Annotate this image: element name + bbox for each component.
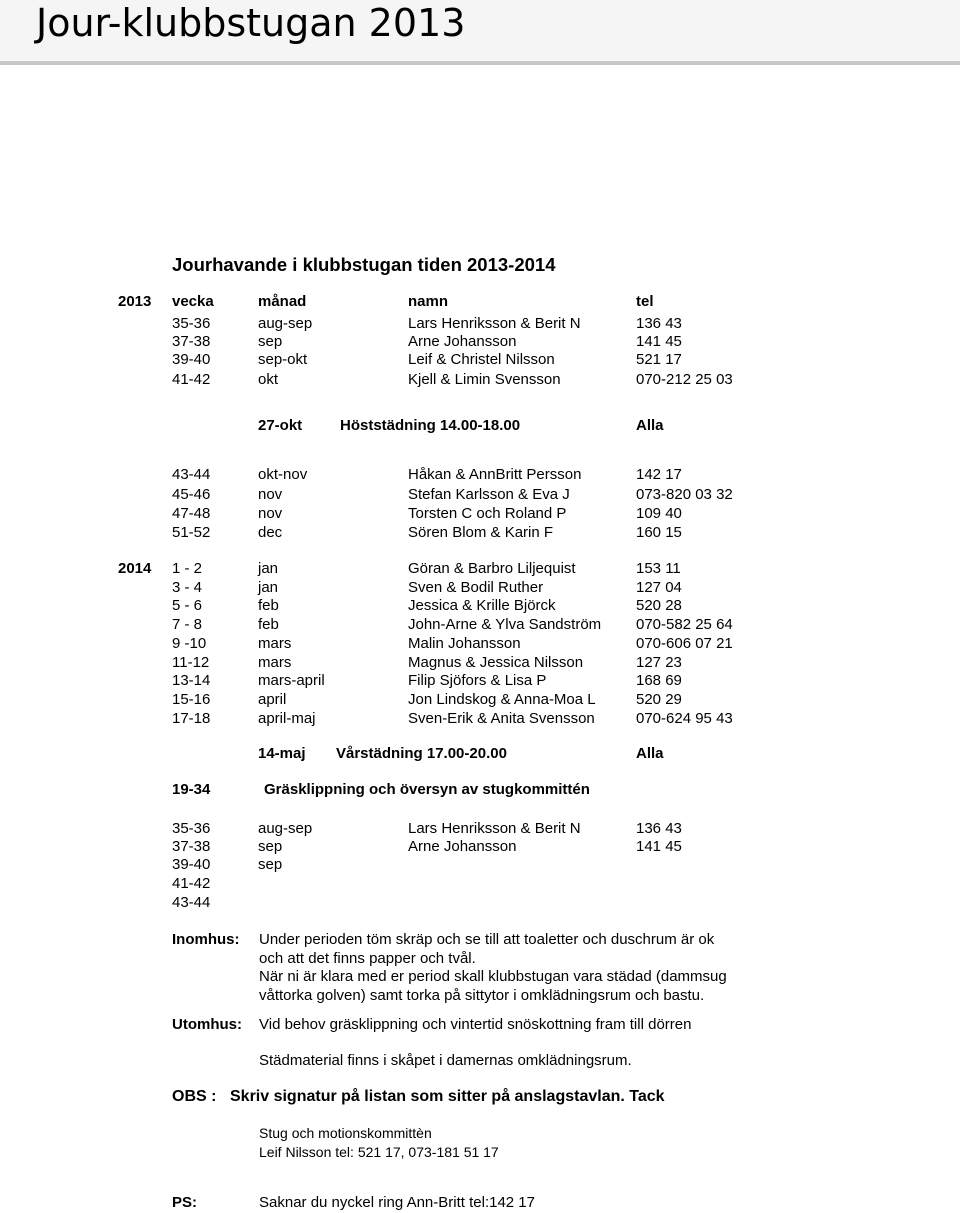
schedule-heading: Jourhavande i klubbstugan tiden 2013-2014 — [172, 254, 556, 275]
cell-vecka: 13-14 — [172, 672, 211, 689]
cell-vecka: 39-40 — [172, 351, 211, 368]
cell-manad: nov — [258, 505, 283, 522]
cell-vecka: 45-46 — [172, 486, 211, 503]
inomhus-label: Inomhus: — [172, 931, 240, 948]
cell-tel: 521 17 — [636, 351, 682, 368]
cell-tel: 142 17 — [636, 466, 682, 483]
cell-tel: 520 29 — [636, 691, 682, 708]
summer-text: Gräsklippning och översyn av stugkommittén — [264, 781, 590, 798]
year-2013-label: 2013 — [118, 293, 152, 310]
cell-vecka: 51-52 — [172, 524, 211, 541]
cell-namn: Jessica & Krille Björck — [408, 597, 556, 614]
cell-vecka: 9 -10 — [172, 635, 207, 652]
ps-label: PS: — [172, 1194, 198, 1211]
cell-vecka: 43-44 — [172, 894, 211, 911]
column-header-vecka: vecka — [172, 293, 214, 310]
event-text: Höststädning 14.00-18.00 — [340, 417, 521, 434]
column-header-manad: månad — [258, 293, 307, 310]
cell-vecka: 37-38 — [172, 333, 211, 350]
cell-vecka: 41-42 — [172, 371, 211, 388]
inomhus-line: Under perioden töm skräp och se till att toaletter och duschrum är ok — [259, 931, 715, 948]
cell-vecka: 41-42 — [172, 875, 211, 892]
cell-vecka: 17-18 — [172, 710, 211, 727]
cell-tel: 168 69 — [636, 672, 682, 689]
cell-tel: 070-624 95 43 — [636, 710, 733, 727]
summer-vecka: 19-34 — [172, 781, 211, 798]
cell-tel: 070-606 07 21 — [636, 635, 733, 652]
cell-vecka: 5 - 6 — [172, 597, 203, 614]
cell-namn: Sven-Erik & Anita Svensson — [408, 710, 595, 727]
cell-tel: 127 23 — [636, 654, 682, 671]
cell-namn: Sven & Bodil Ruther — [408, 579, 544, 596]
cell-manad: mars-april — [258, 672, 325, 689]
cell-tel: 141 45 — [636, 333, 682, 350]
cell-tel: 070-212 25 03 — [636, 371, 733, 388]
cell-vecka: 37-38 — [172, 838, 211, 855]
cell-manad: okt — [258, 371, 279, 388]
cell-tel: 141 45 — [636, 838, 682, 855]
cell-vecka: 39-40 — [172, 856, 211, 873]
event-who: Alla — [636, 417, 664, 434]
cell-manad: mars — [258, 635, 292, 652]
cell-namn: Arne Johansson — [408, 333, 517, 350]
cell-namn: Kjell & Limin Svensson — [408, 371, 561, 388]
cell-vecka: 3 - 4 — [172, 579, 203, 596]
cell-manad: april — [258, 691, 287, 708]
obs-label: OBS : — [172, 1088, 217, 1105]
cell-vecka: 35-36 — [172, 820, 211, 837]
stadmaterial-note: Städmaterial finns i skåpet i damernas omklädningsrum. — [259, 1052, 632, 1069]
cell-vecka: 43-44 — [172, 466, 211, 483]
cell-namn: Sören Blom & Karin F — [408, 524, 554, 541]
cell-tel: 160 15 — [636, 524, 682, 541]
event-text: Vårstädning 17.00-20.00 — [336, 745, 507, 762]
cell-vecka: 15-16 — [172, 691, 211, 708]
cell-vecka: 11-12 — [172, 654, 210, 671]
cell-namn: Malin Johansson — [408, 635, 521, 652]
cell-vecka: 47-48 — [172, 505, 211, 522]
cell-manad: sep — [258, 333, 283, 350]
cell-namn: Leif & Christel Nilsson — [408, 351, 555, 368]
cell-vecka: 1 - 2 — [172, 560, 203, 577]
inomhus-line: våttorka golven) samt torka på sittytor i omklädningsrum och bastu. — [259, 987, 705, 1004]
cell-manad: sep-okt — [258, 351, 308, 368]
cell-manad: jan — [258, 579, 279, 596]
cell-manad: aug-sep — [258, 820, 313, 837]
cell-namn: John-Arne & Ylva Sandström — [408, 616, 602, 633]
title-rule — [0, 61, 960, 65]
cell-manad: jan — [258, 560, 279, 577]
column-header-namn: namn — [408, 293, 449, 310]
cell-namn: Filip Sjöfors & Lisa P — [408, 672, 547, 689]
utomhus-text: Vid behov gräsklippning och vintertid snöskottning fram till dörren — [259, 1016, 692, 1033]
cell-manad: april-maj — [258, 710, 316, 727]
column-header-tel: tel — [636, 293, 654, 310]
cell-manad: mars — [258, 654, 292, 671]
cell-manad: aug-sep — [258, 315, 313, 332]
cell-namn: Stefan Karlsson & Eva J — [408, 486, 570, 503]
utomhus-label: Utomhus: — [172, 1016, 242, 1033]
event-date: 27-okt — [258, 417, 303, 434]
event-date: 14-maj — [258, 745, 306, 762]
inomhus-line: När ni är klara med er period skall klubbstugan vara städad (dammsug — [259, 968, 727, 985]
cell-manad: feb — [258, 597, 279, 614]
cell-tel: 073-820 03 32 — [636, 486, 733, 503]
cell-manad: feb — [258, 616, 279, 633]
cell-namn: Håkan & AnnBritt Persson — [408, 466, 582, 483]
cell-tel: 136 43 — [636, 315, 682, 332]
signature-line2: Leif Nilsson tel: 521 17, 073-181 51 17 — [259, 1144, 499, 1160]
cell-tel: 153 11 — [636, 560, 681, 577]
cell-manad: okt-nov — [258, 466, 308, 483]
cell-namn: Torsten C och Roland P — [408, 505, 567, 522]
cell-tel: 520 28 — [636, 597, 682, 614]
obs-text: Skriv signatur på listan som sitter på anslagstavlan. Tack — [230, 1088, 665, 1105]
cell-tel: 127 04 — [636, 579, 682, 596]
cell-namn: Arne Johansson — [408, 838, 517, 855]
cell-namn: Göran & Barbro Liljequist — [408, 560, 576, 577]
cell-tel: 109 40 — [636, 505, 682, 522]
cell-manad: sep — [258, 838, 283, 855]
cell-manad: dec — [258, 524, 283, 541]
year-2014-label: 2014 — [118, 560, 152, 577]
cell-vecka: 7 - 8 — [172, 616, 203, 633]
inomhus-line: och att det finns papper och tvål. — [259, 950, 476, 967]
cell-namn: Magnus & Jessica Nilsson — [408, 654, 584, 671]
page-title: Jour-klubbstugan 2013 — [0, 0, 960, 65]
signature-line1: Stug och motionskommittèn — [259, 1125, 432, 1141]
ps-text: Saknar du nyckel ring Ann-Britt tel:142 17 — [259, 1194, 535, 1211]
cell-vecka: 35-36 — [172, 315, 211, 332]
cell-tel: 136 43 — [636, 820, 682, 837]
event-who: Alla — [636, 745, 664, 762]
cell-namn: Jon Lindskog & Anna-Moa L — [408, 691, 596, 708]
cell-manad: sep — [258, 856, 283, 873]
cell-manad: nov — [258, 486, 283, 503]
cell-namn: Lars Henriksson & Berit N — [408, 820, 581, 837]
cell-tel: 070-582 25 64 — [636, 616, 733, 633]
cell-namn: Lars Henriksson & Berit N — [408, 315, 581, 332]
